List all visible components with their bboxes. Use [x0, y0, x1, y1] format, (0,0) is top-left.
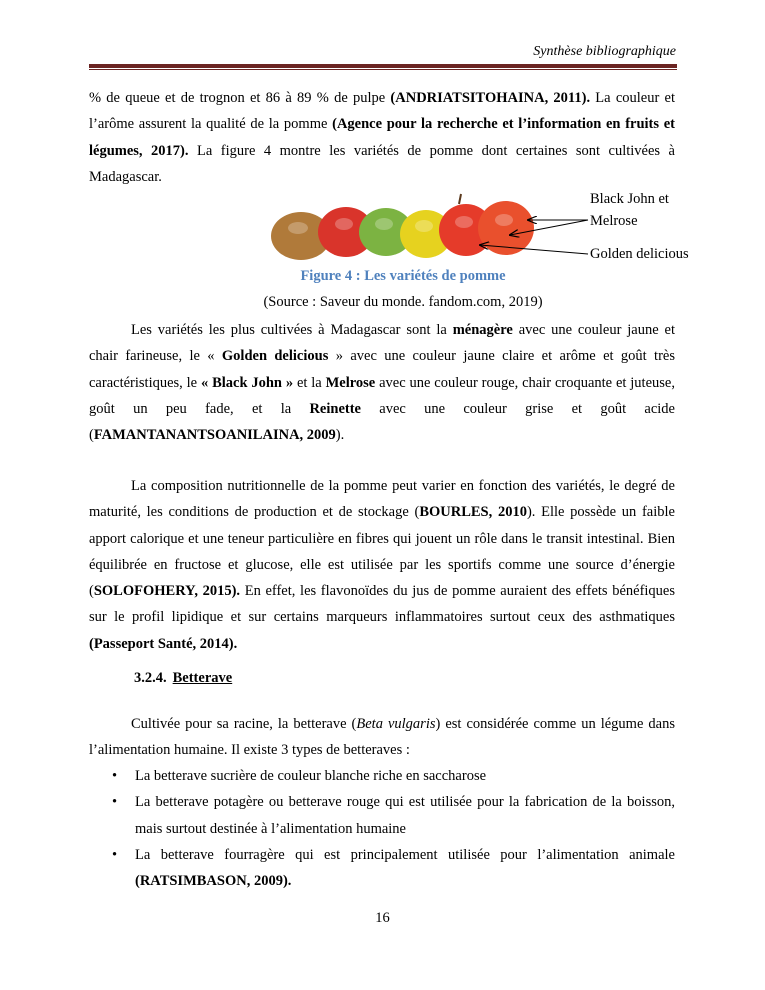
bold-term: Melrose: [325, 374, 376, 391]
label-line: Melrose: [590, 213, 638, 229]
text: avec une couleur jaune et chair farineuse, le «: [89, 322, 675, 365]
citation: FAMANTANANTSOANILAINA, 2009: [93, 427, 336, 444]
text: La couleur et l’arôme assurent la qualité de la pomme: [89, 90, 675, 133]
figure-source: (Source : Saveur du monde. fandom.com, 2019): [263, 294, 543, 310]
citation: (Agence pour la recherche et l’information en fruits et légumes, 2017).: [89, 116, 675, 159]
text: La composition nutritionnelle de la pomme peut varier en fonction des variétés, le degré de maturité, les conditions de production et de stockage (: [89, 478, 675, 521]
text: Cultivée pour sa racine, la betterave (: [131, 716, 357, 732]
citation: (Passeport Santé, 2014).: [89, 635, 238, 652]
header-rule: [89, 64, 677, 68]
figure-caption: Figure 4 : Les variétés de pomme: [300, 268, 506, 284]
arrow-golden: [480, 245, 588, 254]
text: ) est considérée comme un légume dans l’alimentation humaine. Il existe 3 types de betteraves :: [89, 716, 675, 759]
paragraph-apple-intro: [89, 85, 675, 190]
section-number: 3.2.4.: [134, 670, 167, 686]
stem: [459, 194, 461, 204]
text: % de queue et de trognon et 86 à 89 % de pulpe: [89, 90, 391, 106]
list-item: • La betterave potagère ou betterave rouge qui est utilisée pour la fabrication de la boisson, mais surtout destinée à l’alimentation humaine: [89, 789, 675, 842]
bold-term: « Black John »: [200, 374, 294, 391]
label-black-john: [590, 188, 669, 232]
running-header: Synthèse bibliographique: [533, 44, 676, 59]
text: » avec une couleur jaune claire et arôme et goût très caractéristiques, le: [89, 348, 675, 391]
text: avec une couleur rouge, chair croquante et juteuse, goût un peu fade, et la: [89, 374, 675, 417]
text: ).: [335, 427, 345, 444]
text: et la: [293, 374, 326, 391]
bold-term: Golden delicious: [221, 348, 329, 365]
paragraph-nutrition: [89, 473, 675, 657]
citation: (RATSIMBASON, 2009).: [135, 873, 292, 890]
text: La betterave fourragère qui est principalement utilisée pour l’alimentation animale: [135, 846, 675, 863]
text: En effet, les flavonoïdes du jus de pomme auraient des effets bénéfiques sur le profil lipidique et sur certains marqueurs inflammatoires surtout ceux des asthmatiques: [89, 583, 676, 626]
bold-term: ménagère: [452, 322, 513, 338]
section-heading: [134, 670, 232, 687]
citation: SOLOFOHERY, 2015).: [93, 583, 241, 600]
list-item: • La betterave sucrière de couleur blanche riche en saccharose: [89, 763, 675, 789]
bold-term: Reinette: [309, 400, 361, 417]
text: ). Elle possède un faible apport calorique et une teneur particulière en fibres qui jouent un rôle dans le transit intestinal. Bien équilibrée en fructose et glucose, elle est utilisée par les sportifs comme une source d’énergie (: [89, 504, 675, 600]
arrow-black-john-2: [510, 220, 588, 235]
citation: (ANDRIATSITOHAINA, 2011).: [390, 90, 591, 106]
page-number: 16: [375, 910, 390, 926]
scientific-name: Beta vulgaris: [356, 716, 436, 732]
header-rule-thin: [89, 69, 677, 70]
list-item: [89, 842, 675, 895]
paragraph-varieties: [89, 317, 675, 448]
betterave-types-list: [89, 763, 675, 894]
label-line: Black John et: [590, 191, 669, 207]
text: avec une couleur grise et goût acide (: [89, 400, 675, 444]
citation: BOURLES, 2010: [419, 504, 527, 521]
paragraph-betterave: [89, 711, 675, 764]
text: La figure 4 montre les variétés de pomme dont certaines sont cultivées à Madagascar.: [89, 142, 675, 185]
section-title: Betterave: [172, 670, 233, 686]
label-golden-delicious: Golden delicious: [590, 246, 689, 262]
text: Les variétés les plus cultivées à Madagascar sont la: [131, 322, 453, 338]
figure-arrows: [470, 205, 590, 265]
